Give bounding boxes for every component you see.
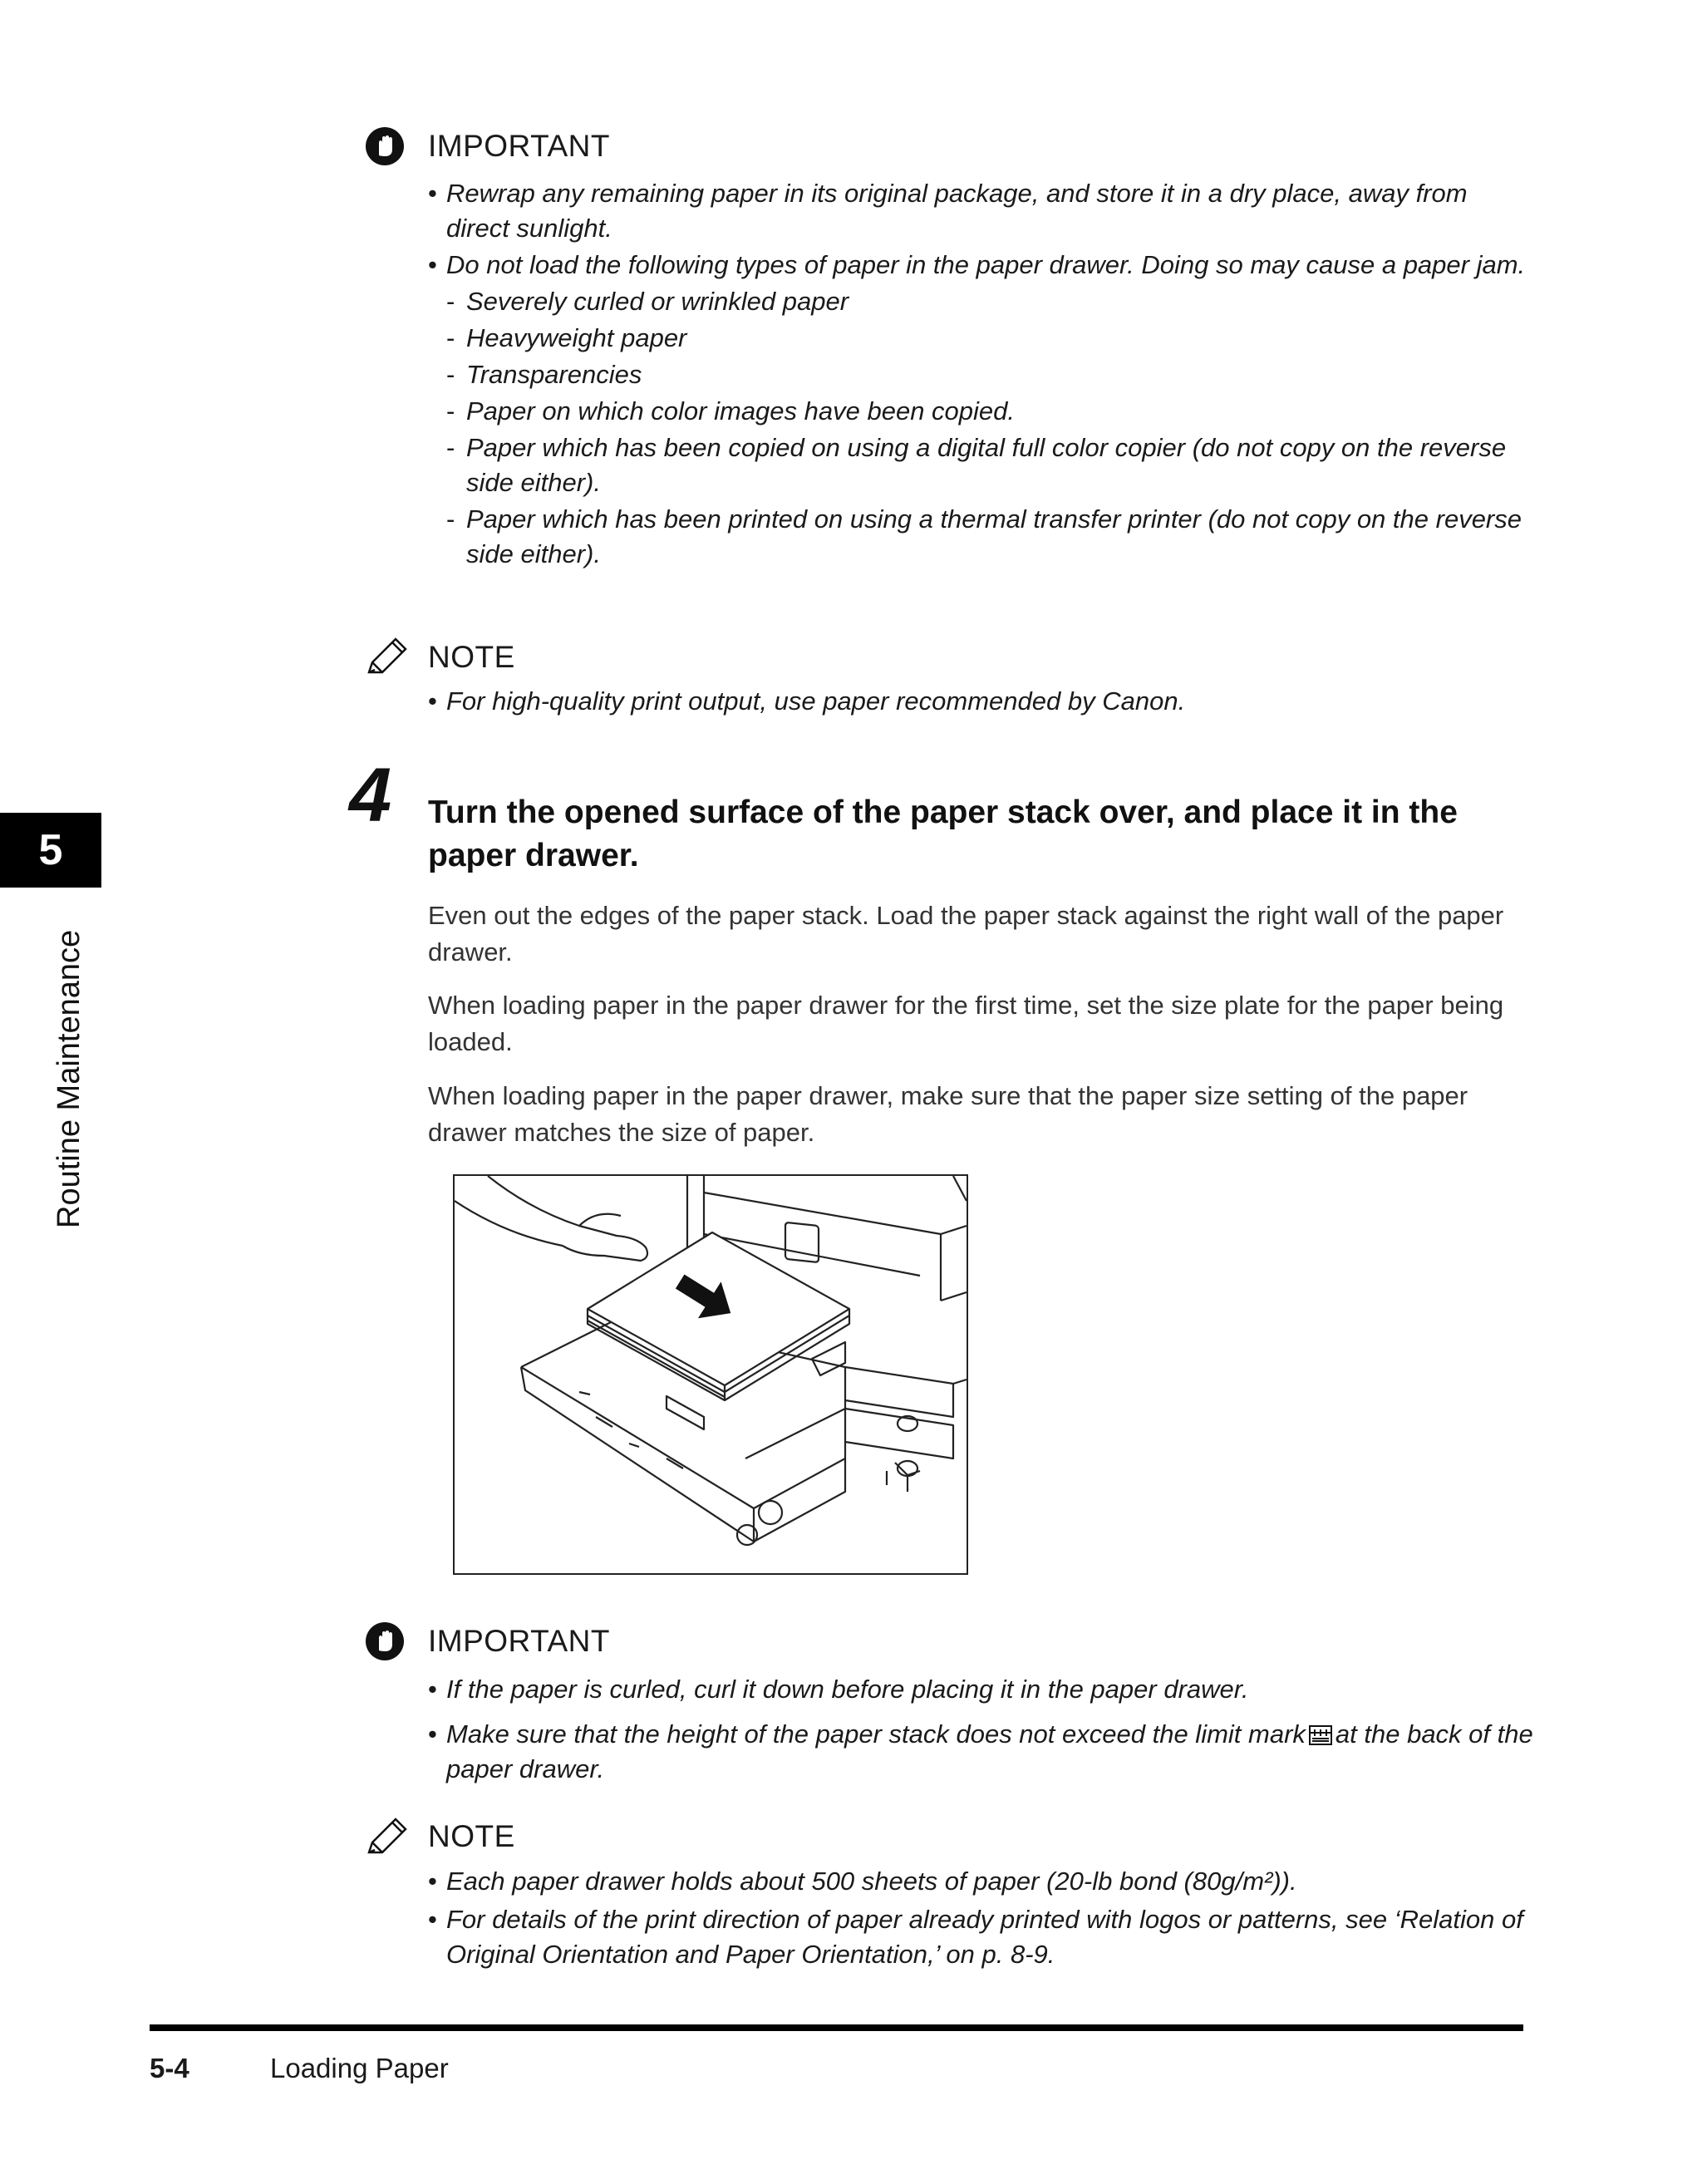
important-hand-icon bbox=[366, 1622, 404, 1660]
step-paragraph: When loading paper in the paper drawer for the first time, set the size plate for the paper being loaded. bbox=[428, 991, 1504, 1056]
important-heading-2: IMPORTANT bbox=[428, 1624, 610, 1658]
list-item: • If the paper is curled, curl it down before placing it in the paper drawer. bbox=[428, 1672, 1533, 1707]
chapter-tab: 5 bbox=[0, 813, 101, 888]
note-heading-1: NOTE bbox=[428, 640, 515, 674]
note-heading-2: NOTE bbox=[428, 1819, 515, 1853]
list-item: • For high-quality print output, use paper recommended by Canon. bbox=[428, 684, 1533, 719]
important-list-2 bbox=[428, 1672, 1533, 1787]
sublist-item: - Paper which has been printed on using a thermal transfer printer (do not copy on the reverse side either). bbox=[446, 502, 1533, 572]
step-paragraph: Even out the edges of the paper stack. Load the paper stack against the right wall of the paper drawer. bbox=[428, 901, 1504, 967]
sublist-container bbox=[428, 284, 1533, 572]
list-item-text: at the back of the paper drawer. bbox=[446, 1719, 1533, 1783]
important-heading-1: IMPORTANT bbox=[428, 129, 610, 163]
footer-rule bbox=[150, 2024, 1523, 2031]
important-list-1 bbox=[428, 176, 1533, 572]
note-list-2 bbox=[428, 1864, 1533, 1972]
step-number: 4 bbox=[349, 753, 392, 838]
list-item bbox=[428, 1717, 1533, 1787]
step-title: Turn the opened surface of the paper stack over, and place it in the paper drawer. bbox=[428, 794, 1458, 873]
page-number: 5-4 bbox=[150, 2053, 189, 2083]
list-item: • Each paper drawer holds about 500 sheets of paper (20-lb bond (80g/m²)). bbox=[428, 1864, 1533, 1899]
list-item: • Do not load the following types of paper in the paper drawer. Doing so may cause a paper jam. bbox=[428, 248, 1533, 283]
sublist-item: - Transparencies bbox=[446, 357, 1533, 392]
chapter-title-vertical: Routine Maintenance bbox=[52, 929, 86, 1228]
sublist-item: - Paper on which color images have been copied. bbox=[446, 394, 1533, 429]
limit-mark-icon bbox=[1308, 1720, 1333, 1742]
step-paragraph: When loading paper in the paper drawer, make sure that the paper size setting of the paper drawer matches the size of paper. bbox=[428, 1081, 1468, 1147]
footer-section-title: Loading Paper bbox=[270, 2053, 449, 2083]
note-list-1 bbox=[428, 684, 1533, 719]
sublist-item: - Severely curled or wrinkled paper bbox=[446, 284, 1533, 319]
pencil-icon bbox=[364, 1816, 411, 1862]
important-hand-icon bbox=[366, 127, 404, 165]
list-item: • For details of the print direction of paper already printed with logos or patterns, see ‘Relation of Original Orientation and Paper Orientation,’ on p. 8-9. bbox=[428, 1902, 1533, 1972]
sublist-item: - Heavyweight paper bbox=[446, 321, 1533, 356]
sublist-item: - Paper which has been copied on using a digital full color copier (do not copy on the reverse side either). bbox=[446, 430, 1533, 500]
list-item: • Rewrap any remaining paper in its original package, and store it in a dry place, away from direct sunlight. bbox=[428, 176, 1533, 246]
list-item-text: Make sure that the height of the paper stack does not exceed the limit mark bbox=[446, 1719, 1306, 1749]
paper-drawer-illustration bbox=[453, 1174, 968, 1575]
pencil-icon bbox=[364, 636, 411, 681]
